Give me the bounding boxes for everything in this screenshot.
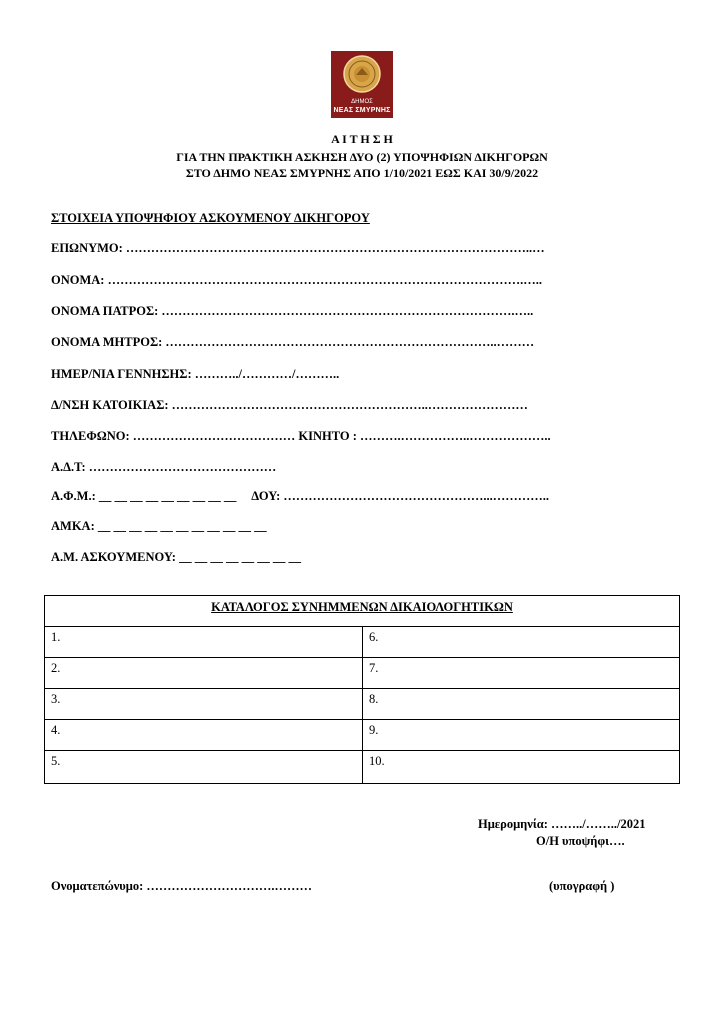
father-name-label: ΟΝΟΜΑ ΠΑΤΡΟΣ: ………………………………………………………………………….….. [51, 304, 534, 318]
father-name-field[interactable] [51, 305, 533, 318]
amka-field[interactable] [51, 520, 267, 533]
tax-field[interactable] [51, 490, 549, 503]
mother-name-label: ΟΝΟΜΑ ΜΗΤΡΟΣ: ……………………………………………………………………..……… [51, 335, 535, 349]
document-cell[interactable]: 7. [369, 661, 379, 675]
surname-label: ΕΠΩΝΥΜΟ: ……………………………………………………………………………………..… [51, 241, 545, 255]
table-row [45, 750, 679, 783]
birth-date-label: ΗΜΕΡ/ΝΙΑ ΓΕΝΝΗΣΗΣ: ………../…………/……….. [51, 367, 340, 381]
documents-table-heading: ΚΑΤΑΛΟΓΟΣ ΣΥΝΗΜΜΕΝΩΝ ΔΙΚΑΙΟΛΟΓΗΤΙΚΩΝ [211, 600, 513, 614]
amka-label: ΑΜΚΑ: __ __ __ __ __ __ __ __ __ __ __ [51, 519, 267, 533]
table-row [45, 626, 679, 657]
logo-line1: ΔΗΜΟΣ [351, 99, 373, 105]
name-label: ΟΝΟΜΑ: ……………………………………………………………………………………….….. [51, 273, 542, 287]
document-cell[interactable]: 6. [369, 630, 379, 644]
document-cell[interactable]: 2. [45, 658, 363, 688]
table-row [45, 657, 679, 688]
title-line3: ΣΤΟ ΔΗΜΟ ΝΕΑΣ ΣΜΥΡΝΗΣ ΑΠΟ 1/10/2021 ΕΩΣ ΚΑΙ 30/9/2022 [185, 166, 539, 180]
title-line1: Α Ι Τ Η Σ Η [331, 132, 393, 146]
document-cell[interactable]: 9. [369, 723, 379, 737]
document-cell[interactable]: 10. [369, 754, 385, 768]
surname-field[interactable] [51, 242, 545, 255]
phone-label: ΤΗΛΕΦΩΝΟ: ………………………………… ΚΙΝΗΤΟ : ……….……………..……………….. [51, 429, 551, 443]
date-field[interactable]: Ημερομηνία: ……../……../2021 [478, 817, 646, 831]
fullname-field[interactable]: Ονοματεπώνυμο: ………………………….……… [51, 879, 313, 893]
logo-line2: ΝΕΑΣ ΣΜΥΡΝΗΣ [333, 107, 391, 114]
mother-name-field[interactable] [51, 336, 534, 349]
address-field[interactable] [51, 399, 528, 412]
birth-date-field[interactable] [51, 368, 339, 381]
section-heading: ΣΤΟΙΧΕΙΑ ΥΠΟΨΗΦΙΟΥ ΑΣΚΟΥΜΕΝΟΥ ΔΙΚΗΓΟΡΟΥ [51, 211, 370, 225]
trainee-number-field[interactable] [51, 551, 301, 564]
tax-label: Α.Φ.Μ.: __ __ __ __ __ __ __ __ __ ΔΟΥ: …………………………………………...………….. [51, 489, 550, 503]
document-cell[interactable]: 1. [45, 627, 363, 657]
applicant-label: Ο/Η υποψήφι…. [536, 834, 625, 848]
table-row [45, 719, 679, 750]
municipality-logo [331, 51, 393, 118]
id-card-field[interactable] [51, 461, 276, 474]
table-row [45, 688, 679, 719]
id-card-label: Α.Δ.Τ: ……………………………………… [51, 460, 277, 474]
phone-field[interactable] [51, 430, 551, 443]
document-cell[interactable]: 8. [369, 692, 379, 706]
document-cell[interactable]: 3. [45, 689, 363, 719]
document-cell[interactable]: 4. [45, 720, 363, 750]
documents-table [44, 595, 680, 784]
title-line2: ΓΙΑ ΤΗΝ ΠΡΑΚΤΙΚΗ ΑΣΚΗΣΗ ΔΥΟ (2) ΥΠΟΨΗΦΙΩΝ ΔΙΚΗΓΟΡΩΝ [176, 150, 548, 164]
address-label: Δ/ΝΣΗ ΚΑΤΟΙΚΙΑΣ: ……………………………………………………..…………………… [51, 398, 528, 412]
seal-icon [331, 51, 393, 99]
trainee-number-label: Α.Μ. ΑΣΚΟΥΜΕΝΟΥ: __ __ __ __ __ __ __ __ [51, 550, 301, 564]
document-cell[interactable]: 5. [45, 751, 363, 783]
signature-label: (υπογραφή ) [549, 879, 615, 893]
name-field[interactable] [51, 274, 542, 287]
